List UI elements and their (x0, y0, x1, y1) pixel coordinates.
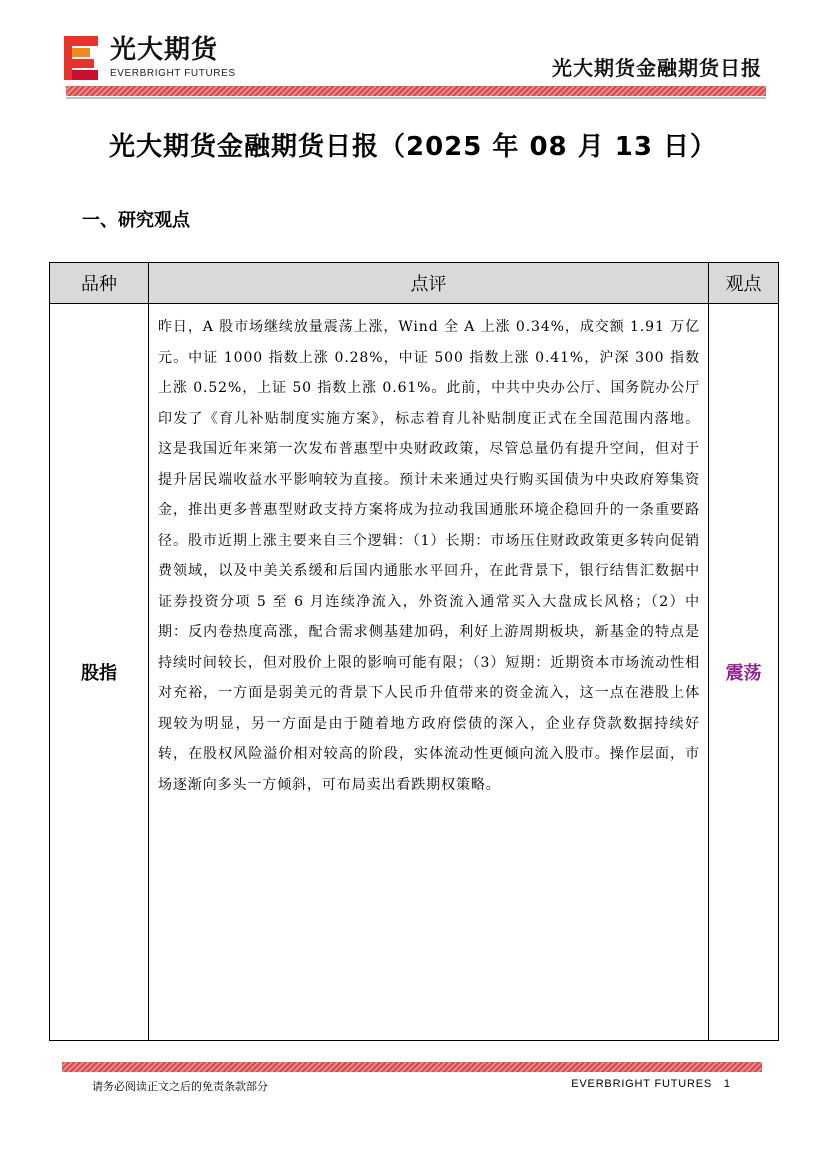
table-header-row (50, 263, 779, 304)
view-cell: 震荡 (709, 304, 779, 1041)
everbright-logo-icon (64, 36, 98, 80)
comment-cell (149, 304, 709, 1041)
variety-cell: 股指 (50, 304, 149, 1041)
logo-english-name: EVERBRIGHT FUTURES (110, 68, 236, 79)
table-row (50, 304, 779, 1041)
research-view-table (49, 262, 779, 1041)
column-header-view: 观点 (709, 263, 779, 304)
footer-divider (62, 1062, 762, 1072)
document-title: 光大期货金融期货日报（2025 年 08 月 13 日） (109, 132, 717, 162)
column-header-comment: 点评 (149, 263, 709, 304)
page-number: 1 (723, 1078, 730, 1090)
logo-chinese-name: 光大期货 (110, 35, 219, 65)
page-header (0, 0, 826, 100)
comment-text: 昨日，A 股市场继续放量震荡上涨，Wind 全 A 上涨 0.34%，成交额 1.91 万亿元。中证 1000 指数上涨 0.28%，中证 500 指数上涨 0.41%，沪深 300 指数上涨 0.52%，上证 50 指数上涨 0.61%。此前，中共中央办公厅、国务院办公厅印发了《育儿补贴制度实施方案》，标志着育儿补贴制度正式在全国范围内落地。这是我国近年来第一次发布普惠型中央财政政策，尽管总量仍有提升空间，但对于提升居民端收益水平影响较为直接。预计未来通过央行购买国债为中央政府筹集资金，推出更多普惠型财政支持方案将成为拉动我国通胀环境企稳回升的一条重要路径。股市近期上涨主要来自三个逻辑：（1）长期：市场压住财政政策更多转向促销费领域，以及中美关系缓和后国内通胀水平回升，在此背景下，银行结售汇数据中证券投资分项 5 至 6 月连续净流入，外资流入通常买入大盘成长风格；（2）中期：反内卷热度高涨，配合需求侧基建加码，利好上游周期板块，新基金的特点是持续时间较长，但对股价上限的影响可能有限；（3）短期：近期资本市场流动性相对充裕，一方面是弱美元的背景下人民币升值带来的资金流入，这一点在港股上体现较为明显，另一方面是由于随着地方政府偿债的深入，企业存贷款数据持续好转，在股权风险溢价相对较高的阶段，实体流动性更倾向流入股市。操作层面，市场逐渐向多头一方倾斜，可布局卖出看跌期权策略。 (158, 319, 700, 793)
header-divider-shadow (66, 97, 766, 99)
footer-disclaimer: 请务必阅读正文之后的免责条款部分 (92, 1080, 268, 1093)
header-divider (66, 86, 766, 96)
column-header-variety: 品种 (50, 263, 149, 304)
footer-brand: EVERBRIGHT FUTURES (571, 1078, 712, 1090)
header-report-name: 光大期货金融期货日报 (552, 56, 762, 80)
section-heading: 一、研究观点 (82, 210, 190, 231)
